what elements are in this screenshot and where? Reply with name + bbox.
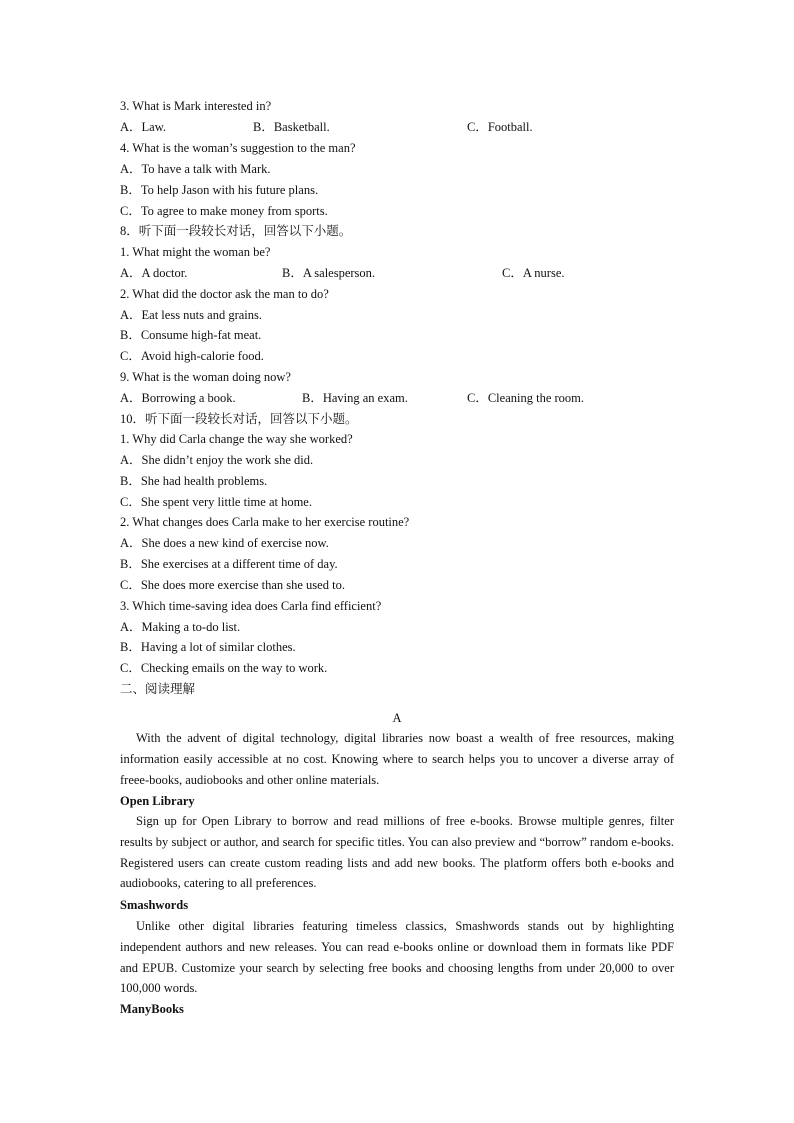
option-b: B．To help Jason with his future plans.	[120, 183, 319, 197]
option-a: A．She didn’t enjoy the work she did.	[120, 453, 314, 467]
section-header: 10．听下面一段较长对话，回答以下小题。	[120, 412, 358, 426]
option-c: C．A nurse.	[502, 266, 565, 280]
option-a: A．She does a new kind of exercise now.	[120, 536, 329, 550]
question-text: 1. What might the woman be?	[120, 245, 271, 259]
option-b: B．Having a lot of similar clothes.	[120, 640, 296, 654]
option-a: A．Making a to-do list.	[120, 620, 241, 634]
option-c: C．Cleaning the room.	[467, 391, 584, 405]
question-text: 3. Which time-saving idea does Carla find efficient?	[120, 599, 382, 613]
option-a: A．Borrowing a book.	[120, 391, 236, 405]
open-library-paragraph: Sign up for Open Library to borrow and read millions of free e-books. Browse multiple genres, filter results by subject or author, and search for specific titles. You can also preview and “borrow” random e-books. Registered users can create custom reading lists and add new books. The platform offers both e-books and audiobooks, catering to all preferences.	[120, 814, 674, 891]
option-b: B．She had health problems.	[120, 474, 268, 488]
passage-letter: A	[392, 711, 402, 725]
section-title: 二、阅读理解	[120, 682, 196, 696]
intro-paragraph: With the advent of digital technology, digital libraries now boast a wealth of free resources, making information easily accessible at no cost. Knowing where to search helps you to uncover a diverse array of freee-books, audiobooks and other online materials.	[120, 731, 674, 787]
option-c: C．She does more exercise than she used to.	[120, 578, 345, 592]
option-a: A．To have a talk with Mark.	[120, 162, 271, 176]
option-b: B．A salesperson.	[282, 266, 376, 280]
option-c: C．Football.	[467, 120, 533, 134]
manybooks-heading: ManyBooks	[120, 1002, 184, 1016]
option-b: B．She exercises at a different time of day.	[120, 557, 338, 571]
option-c: C．She spent very little time at home.	[120, 495, 312, 509]
question-text: 1. Why did Carla change the way she worked?	[120, 432, 353, 446]
smashwords-paragraph: Unlike other digital libraries featuring timeless classics, Smashwords stands out by highlighting independent authors and new releases. You can read e-books online or download them in formats like PDF and EPUB. Customize your search by selecting free books and choosing lengths from under 20,000 to over 100,000 words.	[120, 919, 674, 996]
option-b: B．Having an exam.	[302, 391, 408, 405]
option-a: A．A doctor.	[120, 266, 188, 280]
option-a: A．Law.	[120, 120, 167, 134]
option-c: C．Checking emails on the way to work.	[120, 661, 328, 675]
option-a: A．Eat less nuts and grains.	[120, 308, 262, 322]
open-library-heading: Open Library	[120, 794, 195, 808]
option-c: C．To agree to make money from sports.	[120, 204, 328, 218]
option-b: B．Basketball.	[253, 120, 330, 134]
question-text: 4. What is the woman’s suggestion to the man?	[120, 141, 356, 155]
smashwords-heading: Smashwords	[120, 898, 189, 912]
question-text: 2. What changes does Carla make to her exercise routine?	[120, 515, 410, 529]
question-text: 2. What did the doctor ask the man to do?	[120, 287, 329, 301]
section-header: 8．听下面一段较长对话，回答以下小题。	[120, 224, 352, 238]
question-text: 9. What is the woman doing now?	[120, 370, 291, 384]
option-c: C．Avoid high-calorie food.	[120, 349, 264, 363]
option-b: B．Consume high-fat meat.	[120, 328, 262, 342]
question-text: 3. What is Mark interested in?	[120, 99, 272, 113]
